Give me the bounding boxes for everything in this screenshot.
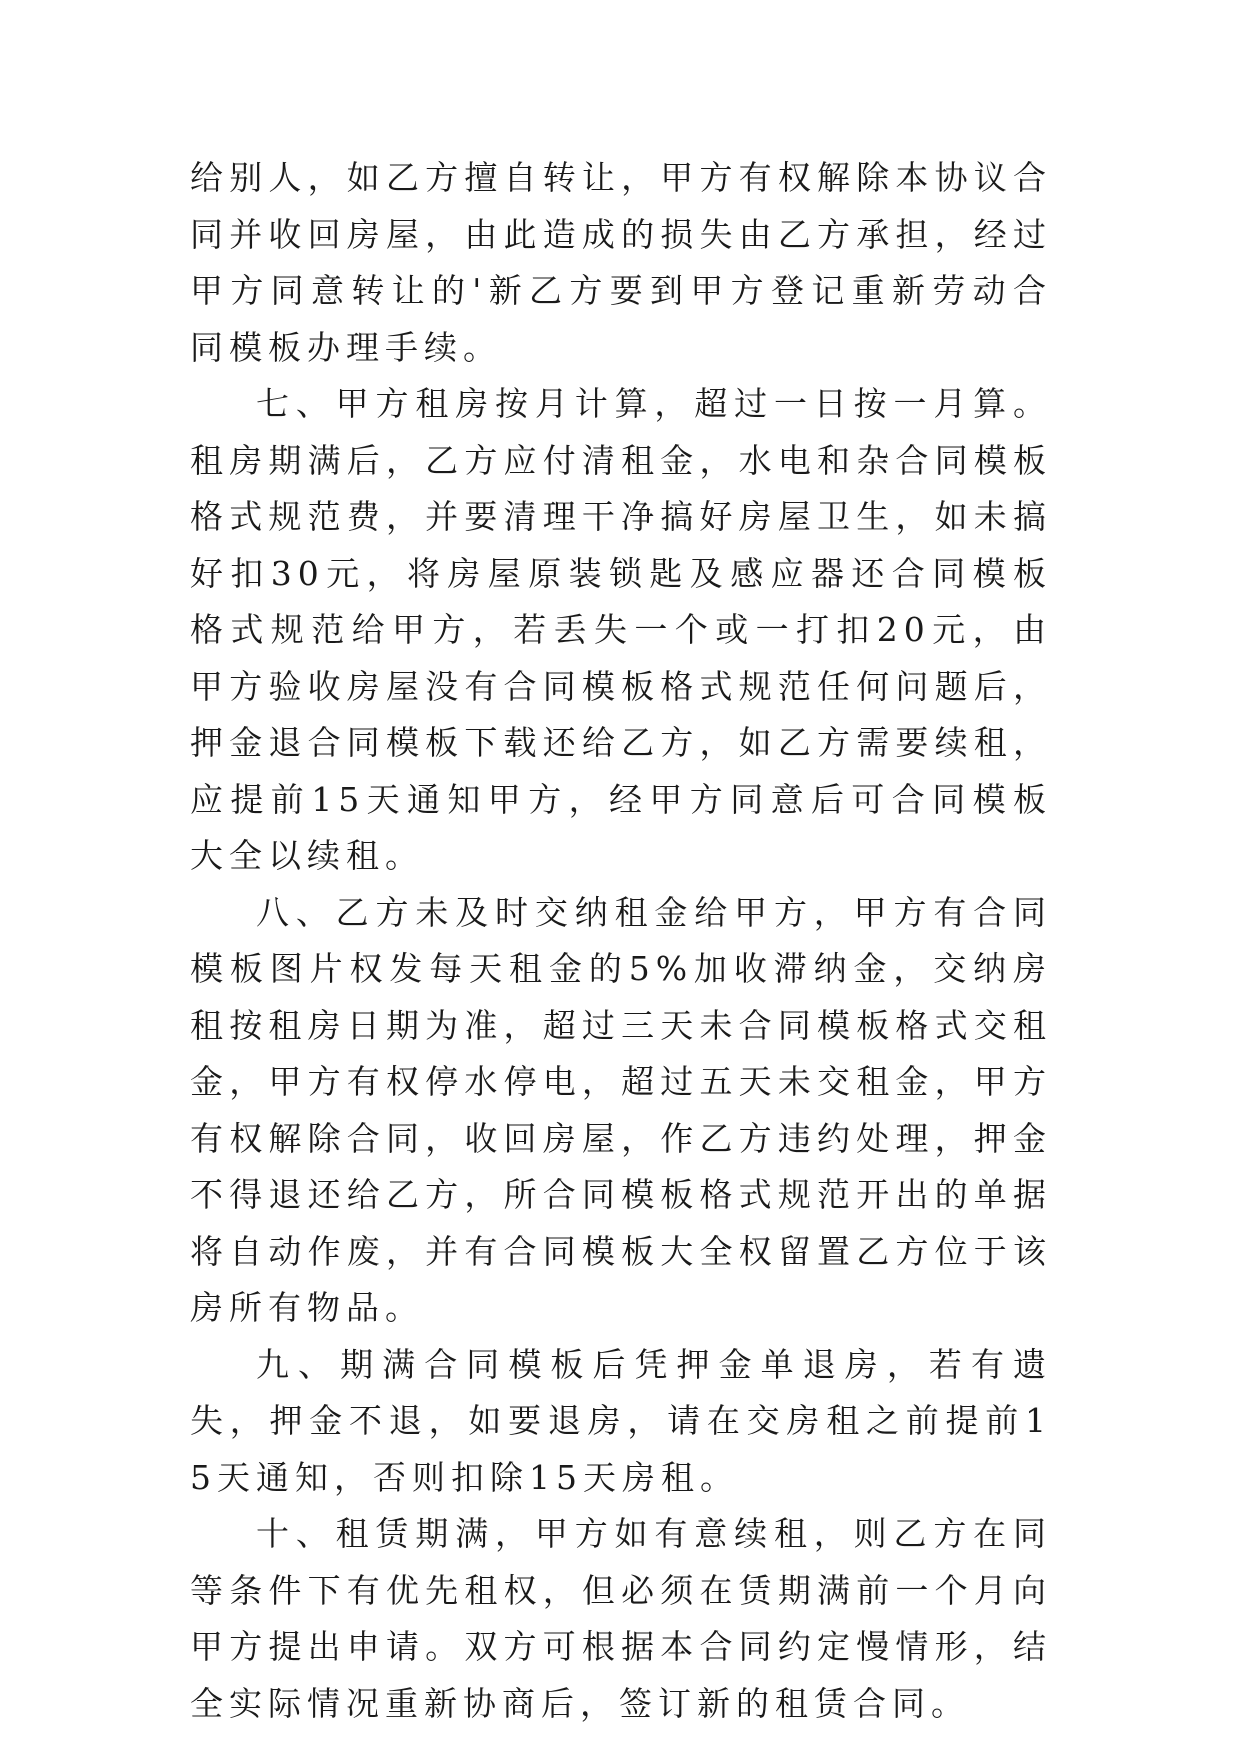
document-body [190, 150, 1052, 1732]
paragraph-clause-9: 九、期满合同模板后凭押金单退房，若有遗失，押金不退，如要退房，请在交房租之前提前15天通知，否则扣除15天房租。 [190, 1344, 1052, 1497]
paragraph-clause-8: 八、乙方未及时交纳租金给甲方，甲方有合同模板图片权发每天租金的5%加收滞纳金，交纳房租按租房日期为准，超过三天未合同模板格式交租金，甲方有权停水停电，超过五天未交租金，甲方有权解除合同，收回房屋，作乙方违约处理，押金不得退还给乙方，所合同模板格式规范开出的单据将自动作废，并有合同模板大全权留置乙方位于该房所有物品。 [190, 892, 1052, 1327]
paragraph-clause-10: 十、租赁期满，甲方如有意续租，则乙方在同等条件下有优先租权，但必须在赁期满前一个月向甲方提出申请。双方可根据本合同约定慢情形，结全实际情况重新协商后，签订新的租赁合同。 [190, 1514, 1052, 1723]
paragraph-clause-7: 七、甲方租房按月计算，超过一日按一月算。租房期满后，乙方应付清租金，水电和杂合同模板格式规范费，并要清理干净搞好房屋卫生，如未搞好扣30元，将房屋原装锁匙及感应器还合同模板格式规范给甲方，若丢失一个或一打扣20元，由甲方验收房屋没有合同模板格式规范任何问题后，押金退合同模板下载还给乙方，如乙方需要续租，应提前15天通知甲方，经甲方同意后可合同模板大全以续租。 [190, 384, 1052, 875]
paragraph-continuation: 给别人，如乙方擅自转让，甲方有权解除本协议合同并收回房屋，由此造成的损失由乙方承担，经过甲方同意转让的'新乙方要到甲方登记重新劳动合同模板办理手续。 [190, 158, 1052, 367]
